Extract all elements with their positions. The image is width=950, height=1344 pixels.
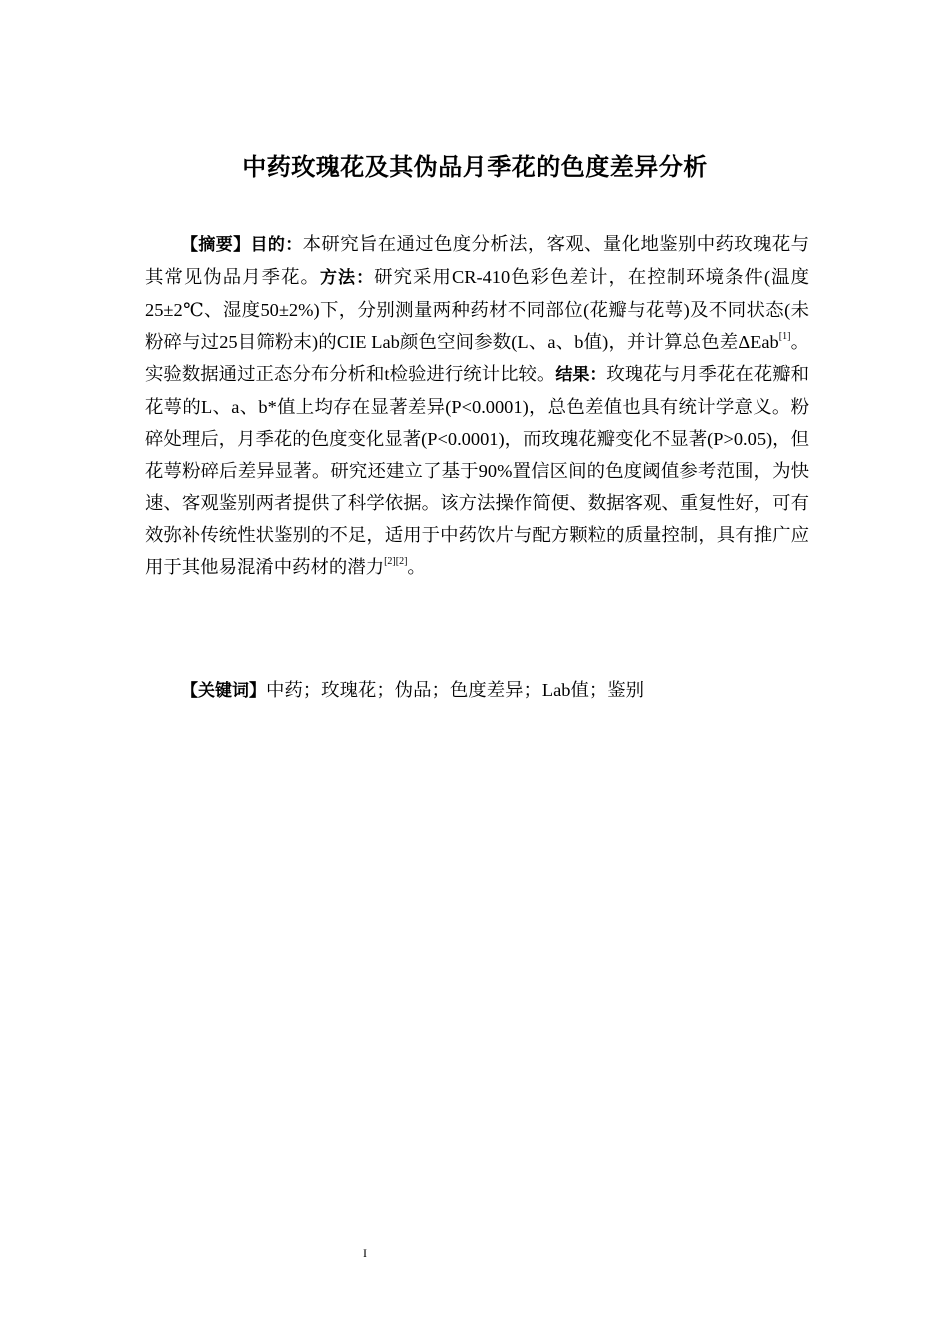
results-end: 。 [407,557,426,577]
method-text: 研究采用CR-410色彩色差计，在控制环境条件(温度25±2℃、湿度50±2%)下，分别测量两种药材不同部位(花瓣与花萼)及不同状态(未粉碎与过25目筛粉末)的CIE Lab颜色空间参数(L、a、b值)，并计算总色差ΔEab [145,267,810,352]
keywords-label: 【关键词】 [181,681,266,701]
abstract-paragraph [145,228,809,583]
objective-text: 本研究旨在通过色度分析法，客观、量化地鉴别中药玫瑰花与其常见伪品月季花。 [145,234,810,287]
page-number: I [363,1246,367,1260]
citation-1: [1] [778,330,791,342]
method-text-2: 。实验数据通过正态分布分析和t检验进行统计比较。 [145,332,809,384]
abstract-label: 【摘要】 [181,235,251,255]
keywords-text: 中药；玫瑰花；伪品；色度差异；Lab值；鉴别 [266,680,645,700]
keywords-paragraph [145,674,809,707]
results-label: 结果： [555,365,607,385]
method-label: 方法： [320,268,375,288]
results-text: 玫瑰花与月季花在花瓣和花萼的L、a、b*值上均存在显著差异(P<0.0001)，总色差值也具有统计学意义。粉碎处理后，月季花的色度变化显著(P<0.0001)，而玫瑰花瓣变化不显著(P>0.05)，但花萼粉碎后差异显著。研究还建立了基于90%置信区间的色度阈值参考范围，为快速、客观鉴别两者提供了科学依据。该方法操作简便、数据客观、重复性好，可有效弥补传统性状鉴别的不足，适用于中药饮片与配方颗粒的质量控制，具有推广应用于其他易混淆中药材的潜力 [145,364,809,577]
objective-label: 目的： [250,235,303,255]
paper-title: 中药玫瑰花及其伪品月季花的色度差异分析 [242,153,708,181]
citation-2: [2][2] [384,555,408,567]
